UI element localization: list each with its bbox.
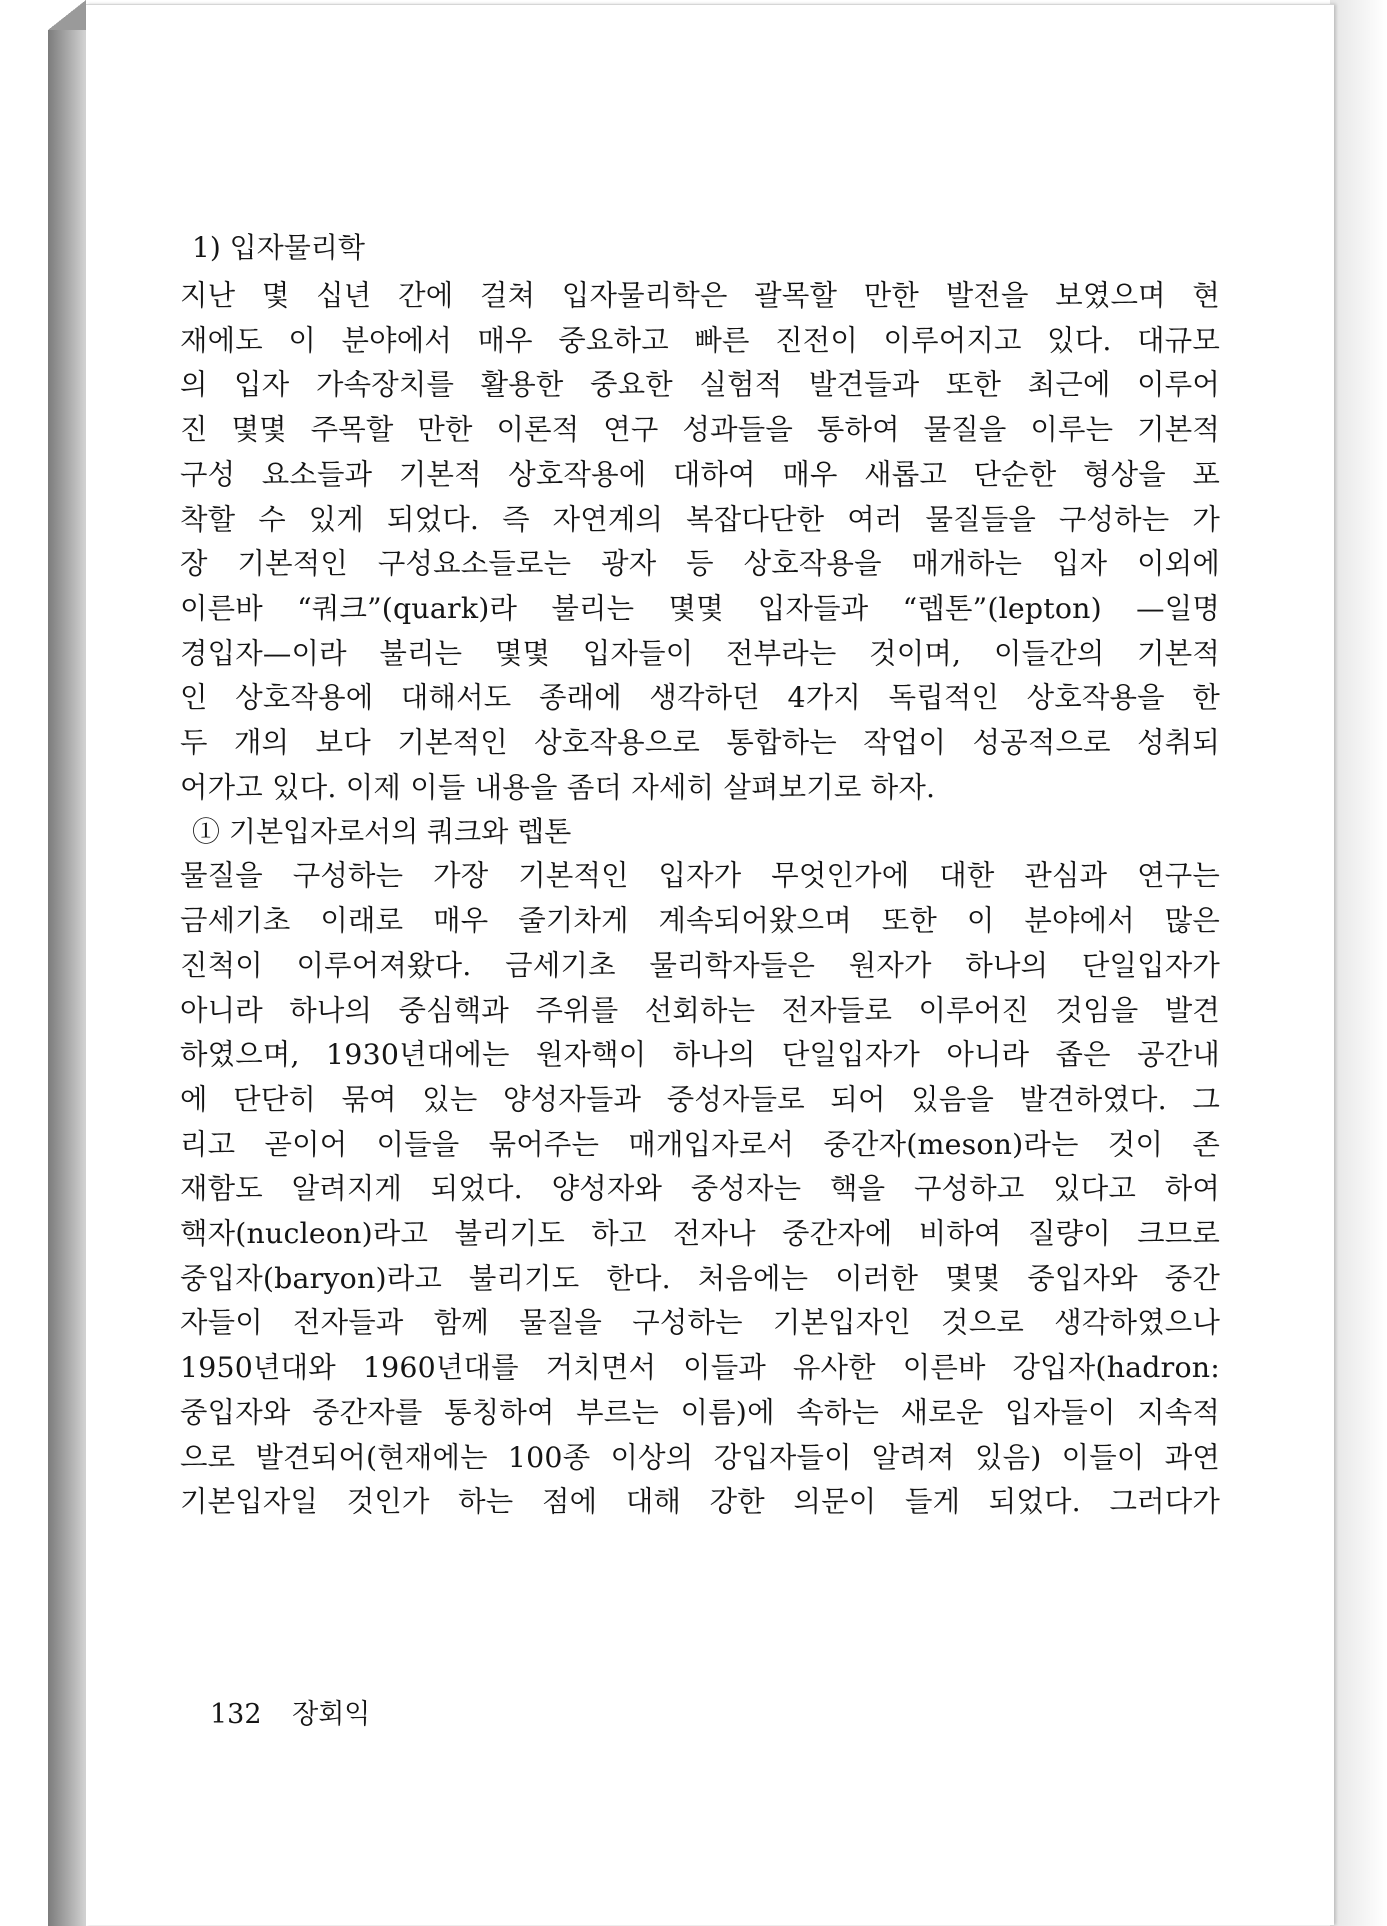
text-line: 경입자—이라 불리는 몇몇 입자들이 전부라는 것이며, 이들간의 기본적 xyxy=(180,636,1220,670)
text-line: 진 몇몇 주목할 만한 이론적 연구 성과들을 통하여 물질을 이루는 기본적 xyxy=(180,413,1220,447)
text-line: 장 기본적인 구성요소들로는 광자 등 상호작용을 매개하는 입자 이외에 xyxy=(180,547,1220,581)
text-line: 물질을 구성하는 가장 기본적인 입자가 무엇인가에 대한 관심과 연구는 xyxy=(180,859,1220,893)
text-line: 으로 발견되어(현재에는 100종 이상의 강입자들이 알려져 있음) 이들이 과연 xyxy=(180,1440,1220,1474)
page-content xyxy=(180,226,1220,1525)
section-heading: 1) 입자물리학 xyxy=(192,231,365,264)
text-line: 재에도 이 분야에서 매우 중요하고 빠른 진전이 이루어지고 있다. 대규모 xyxy=(180,323,1220,357)
text-line: 재함도 알려지게 되었다. 양성자와 중성자는 핵을 구성하고 있다고 하여 xyxy=(180,1172,1220,1206)
text-line: 의 입자 가속장치를 활용한 중요한 실험적 발견들과 또한 최근에 이루어 xyxy=(180,368,1220,402)
text-line: 핵자(nucleon)라고 불리기도 하고 전자나 중간자에 비하여 질량이 크므로 xyxy=(180,1217,1220,1251)
text-line: 금세기초 이래로 매우 줄기차게 계속되어왔으며 또한 이 분야에서 많은 xyxy=(180,904,1220,938)
page-footer xyxy=(210,1692,392,1731)
text-line: 이른바 “쿼크”(quark)라 불리는 몇몇 입자들과 “렙톤”(lepton) —일명 xyxy=(180,591,1220,625)
text-line: 진척이 이루어져왔다. 금세기초 물리학자들은 원자가 하나의 단일입자가 xyxy=(180,948,1220,982)
paragraph-intro xyxy=(180,274,1220,810)
text-line: 인 상호작용에 대해서도 종래에 생각하던 4가지 독립적인 상호작용을 한 xyxy=(180,681,1220,715)
page-number: 132 xyxy=(210,1699,262,1730)
text-line: 1950년대와 1960년대를 거치면서 이들과 유사한 이른바 강입자(hadron: xyxy=(180,1351,1220,1385)
text-line: 지난 몇 십년 간에 걸쳐 입자물리학은 괄목할 만한 발전을 보였으며 현 xyxy=(180,279,1220,312)
text-line: 자들이 전자들과 함께 물질을 구성하는 기본입자인 것으로 생각하였으나 xyxy=(180,1306,1220,1340)
running-author: 장회익 xyxy=(292,1699,371,1730)
book-spine-corner xyxy=(48,0,86,30)
text-line: 어가고 있다. 이제 이들 내용을 좀더 자세히 살펴보기로 하자. xyxy=(180,770,936,804)
text-line: 리고 곧이어 이들을 묶어주는 매개입자로서 중간자(meson)라는 것이 존 xyxy=(180,1127,1220,1161)
subsection-heading: ① 기본입자로서의 쿼크와 렙톤 xyxy=(192,815,572,849)
text-line: 구성 요소들과 기본적 상호작용에 대하여 매우 새롭고 단순한 형상을 포 xyxy=(180,457,1220,491)
text-line: 기본입자일 것인가 하는 점에 대해 강한 의문이 들게 되었다. 그러다가 xyxy=(180,1485,1220,1519)
book-spine-edge xyxy=(48,14,86,1926)
text-line: 아니라 하나의 중심핵과 주위를 선회하는 전자들로 이루어진 것임을 발견 xyxy=(180,993,1220,1027)
text-line: 중입자와 중간자를 통칭하여 부르는 이름)에 속하는 새로운 입자들이 지속적 xyxy=(180,1395,1220,1429)
text-line: 에 단단히 묶여 있는 양성자들과 중성자들로 되어 있음을 발견하였다. 그 xyxy=(180,1082,1220,1116)
text-line: 두 개의 보다 기본적인 상호작용으로 통합하는 작업이 성공적으로 성취되 xyxy=(180,726,1220,760)
text-line: 하였으며, 1930년대에는 원자핵이 하나의 단일입자가 아니라 좁은 공간내 xyxy=(180,1038,1220,1072)
page-shadow xyxy=(1330,0,1387,1926)
text-line: 착할 수 있게 되었다. 즉 자연계의 복잡다단한 여러 물질들을 구성하는 가 xyxy=(180,502,1220,536)
paragraph-quarks-leptons xyxy=(180,854,1220,1525)
text-line: 중입자(baryon)라고 불리기도 한다. 처음에는 이러한 몇몇 중입자와 중간 xyxy=(180,1261,1220,1295)
